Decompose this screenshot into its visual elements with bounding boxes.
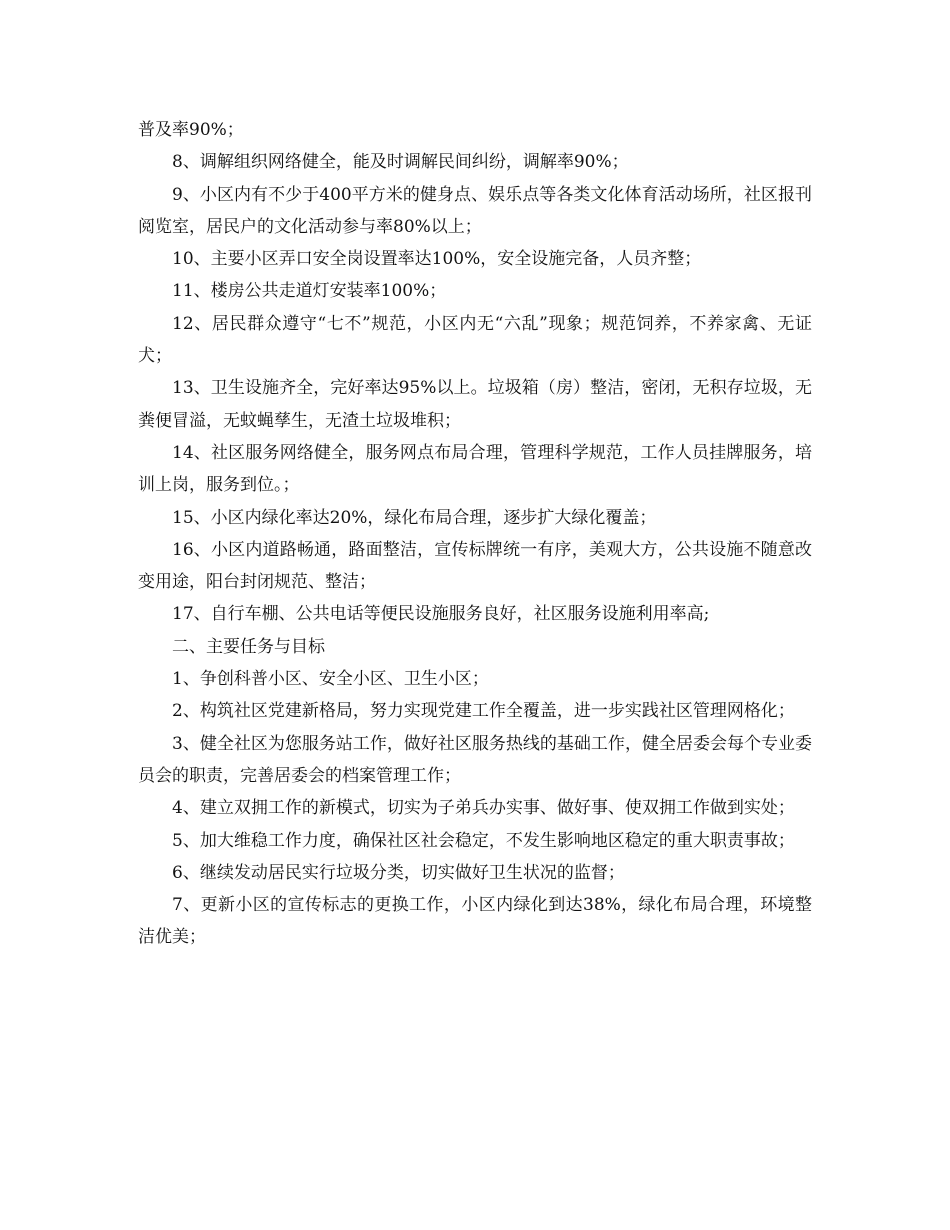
- paragraph: 15、小区内绿化率达20%，绿化布局合理，逐步扩大绿化覆盖；: [172, 507, 657, 528]
- paragraph: 3、健全社区为您服务站工作，做好社区服务热线的基础工作，健全居委会每个专业委员会的职责，完善居委会的档案管理工作；: [138, 733, 812, 786]
- paragraph: 17、自行车棚、公共电话等便民设施服务良好，社区服务设施利用率高;: [172, 604, 710, 625]
- paragraph: 10、主要小区弄口安全岗设置率达100%，安全设施完备，人员齐整；: [172, 249, 702, 270]
- paragraph: 16、小区内道路畅通，路面整洁，宣传标牌统一有序，美观大方，公共设施不随意改变用途，阳台封闭规范、整洁；: [138, 539, 812, 593]
- paragraph: 9、小区内有不少于400平方米的健身点、娱乐点等各类文化体育活动场所，社区报刊阅览室，居民户的文化活动参与率80%以上；: [138, 184, 812, 237]
- paragraph: 7、更新小区的宣传标志的更换工作，小区内绿化到达38%，绿化布局合理，环境整洁优美；: [138, 895, 812, 948]
- paragraph: 1、争创科普小区、安全小区、卫生小区；: [172, 669, 489, 690]
- paragraph: 13、卫生设施齐全，完好率达95%以上。垃圾箱（房）整洁，密闭，无积存垃圾，无粪便冒溢，无蚊蝇孳生，无渣土垃圾堆积；: [138, 378, 812, 431]
- document-page: [138, 114, 812, 954]
- paragraph: 4、建立双拥工作的新模式，切实为子弟兵办实事、做好事、使双拥工作做到实处；: [172, 798, 795, 819]
- paragraph: 12、居民群众遵守“七不”规范，小区内无“六乱”现象；规范饲养，不养家禽、无证犬；: [138, 313, 812, 367]
- paragraph: 普及率90%；: [138, 120, 244, 140]
- section-heading: 二、主要任务与目标: [172, 636, 325, 657]
- paragraph: 11、楼房公共走道灯安装率100%；: [172, 281, 447, 302]
- paragraph: 6、继续发动居民实行垃圾分类，切实做好卫生状况的监督；: [172, 862, 625, 883]
- paragraph: 14、社区服务网络健全，服务网点布局合理，管理科学规范，工作人员挂牌服务，培训上岗，服务到位。；: [138, 442, 812, 496]
- paragraph: 5、加大维稳工作力度，确保社区社会稳定，不发生影响地区稳定的重大职责事故；: [172, 830, 795, 851]
- paragraph: 8、调解组织网络健全，能及时调解民间纠纷，调解率90%；: [172, 152, 629, 173]
- paragraph: 2、构筑社区党建新格局，努力实现党建工作全覆盖，进一步实践社区管理网格化；: [172, 701, 795, 722]
